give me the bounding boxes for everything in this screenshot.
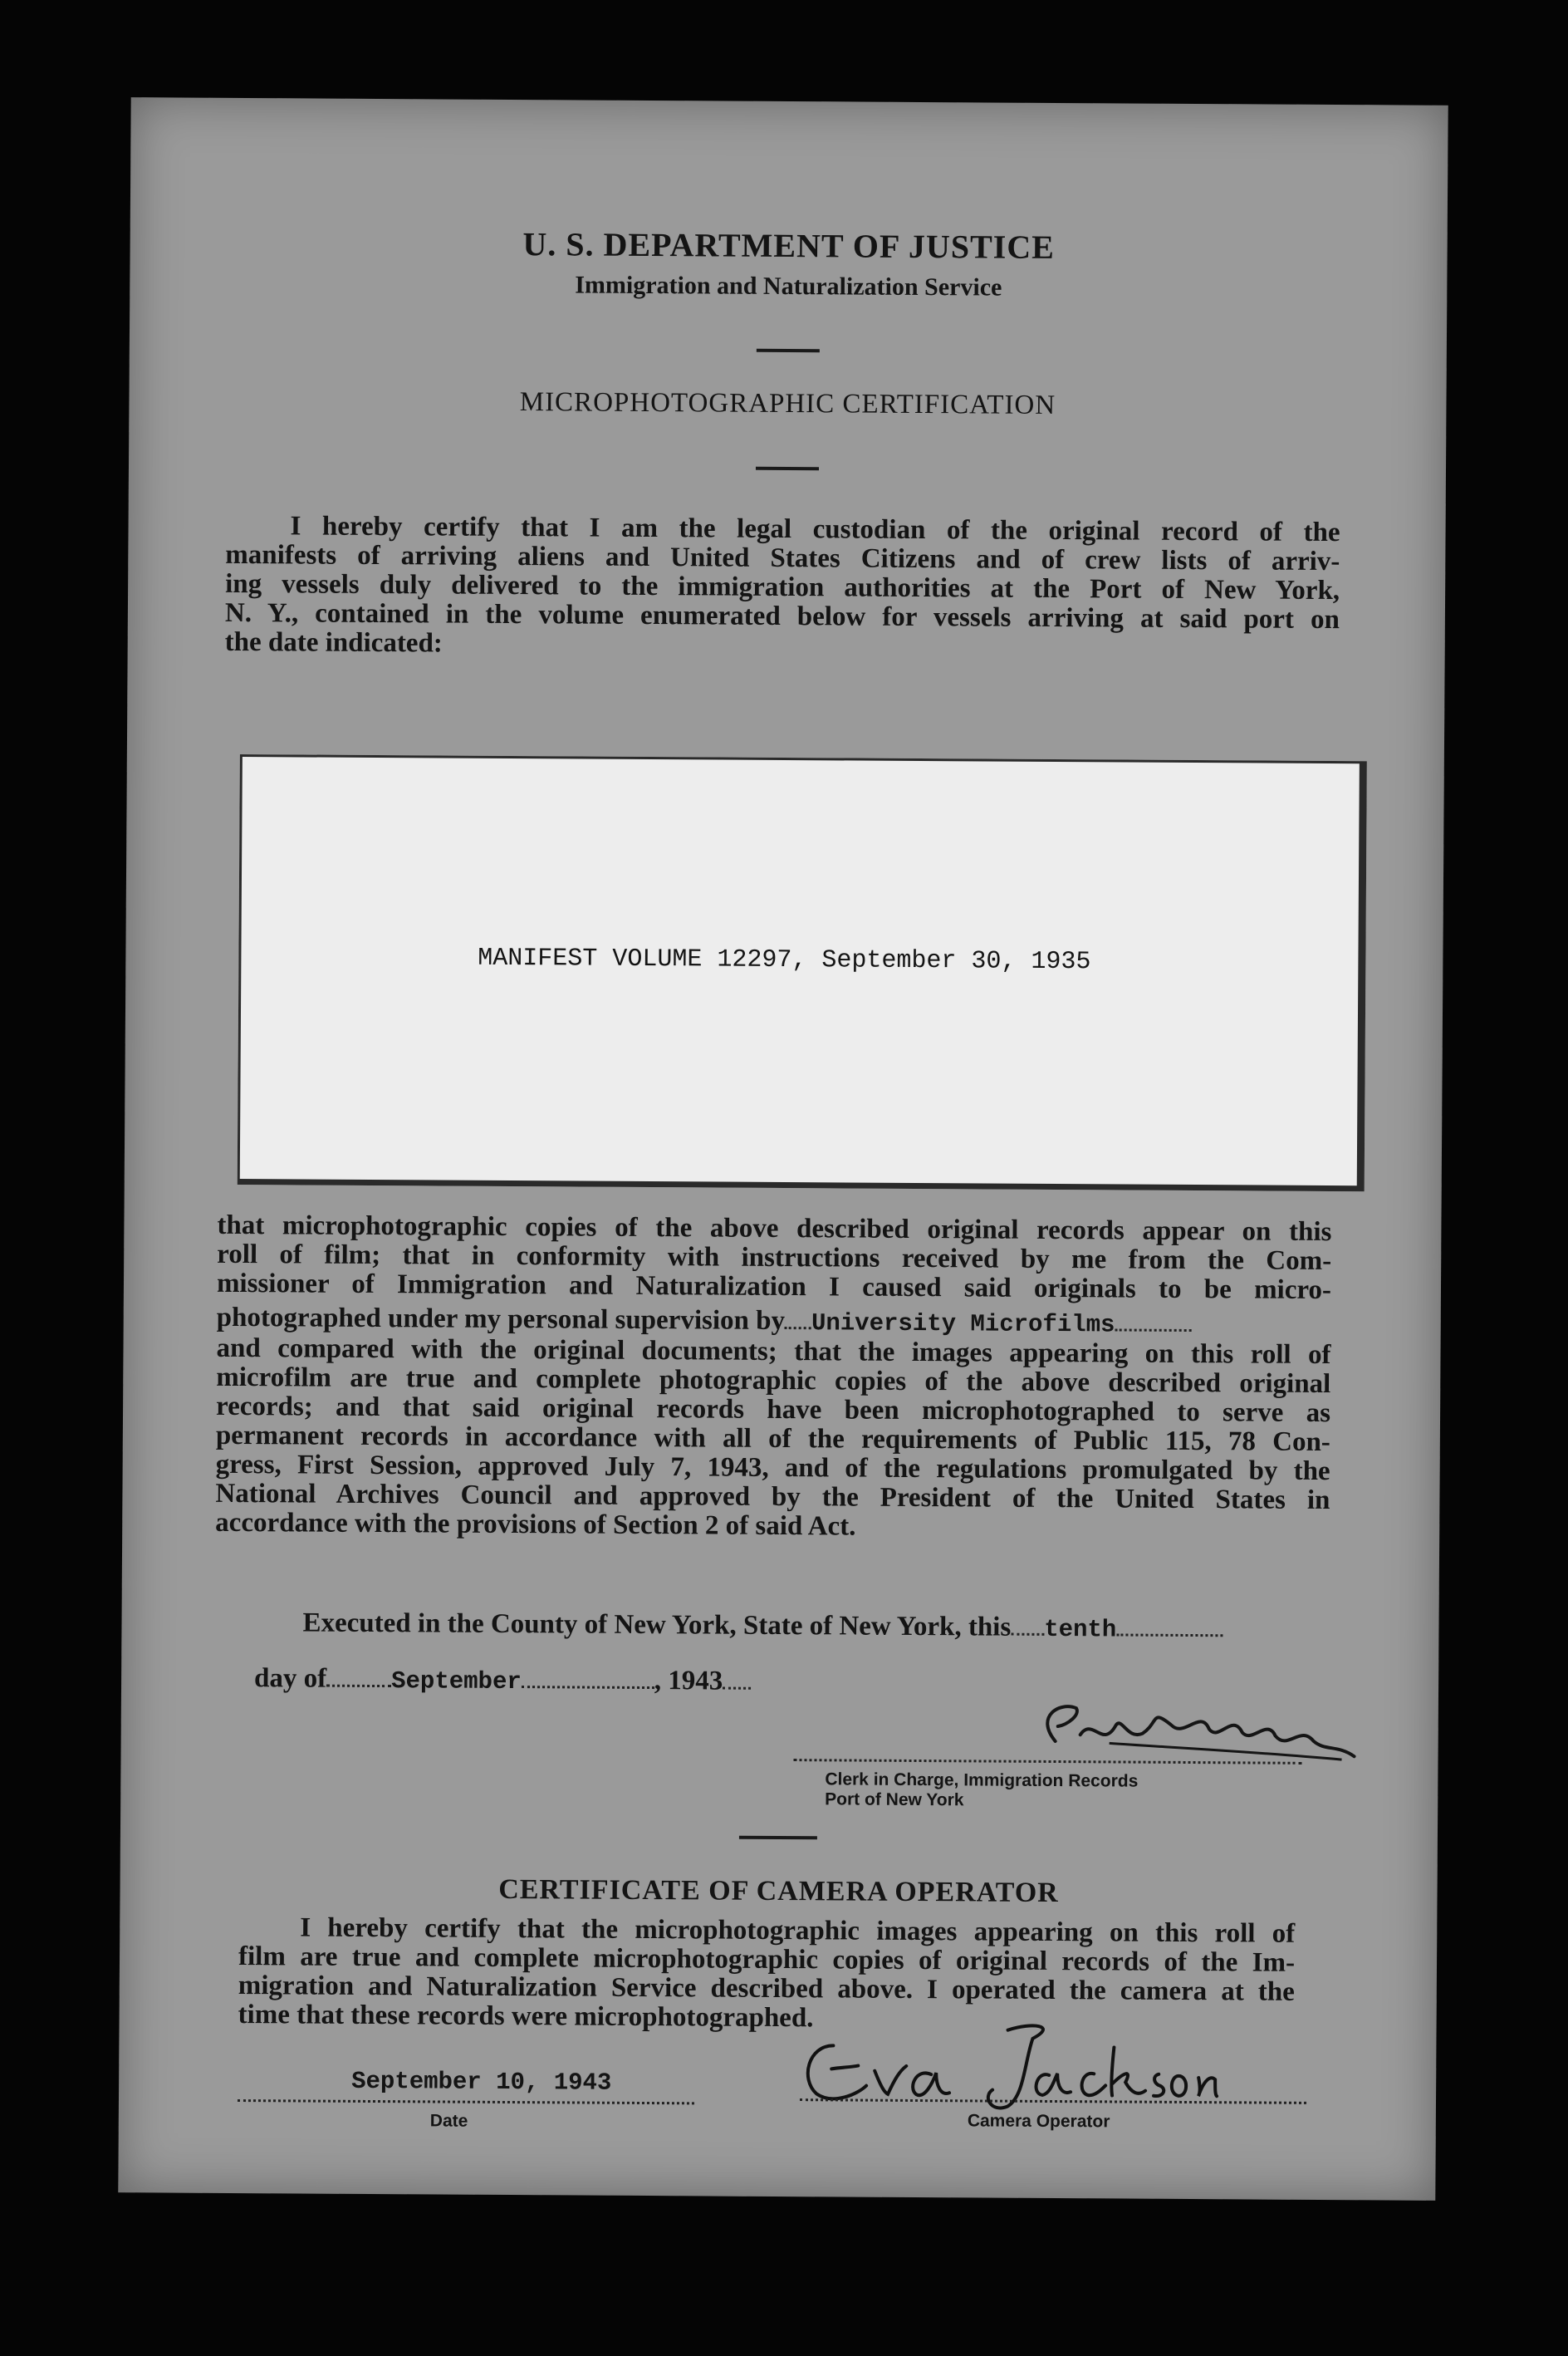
date-line [238,2099,694,2104]
header-divider [757,349,820,352]
department-heading: U. S. DEPARTMENT OF JUSTICE [522,225,1056,266]
certificate-page [118,97,1448,2201]
execution-year: 1943 [668,1666,723,1696]
intro-line: I hereby certify that I am the legal custodian of the original record of the [290,511,1340,548]
body-line: gress, First Session, approved July 7, 1943, and of the regulations promulgated by the [215,1449,1330,1487]
execution-month-value: September [391,1667,522,1696]
body-line: and compared with the original documents; that the images appearing on this roll of [216,1333,1331,1371]
camera-line: time that these records were microphotographed. [238,2000,814,2034]
body-line: National Archives Council and approved by the President of the United States in [215,1478,1330,1516]
body-line: roll of film; that in conformity with instructions received by me from the Com- [217,1239,1332,1277]
camera-date-value: September 10, 1943 [351,2067,612,2097]
executed-text: Executed in the County of New York, State of New York, this [302,1607,1012,1642]
body-line: records; and that said original records have been microphotographed to serve as [215,1391,1331,1429]
execution-day-value: tenth [1044,1615,1117,1644]
title-divider [756,467,819,470]
intro-line: N. Y., contained in the volume enumerated below for vessels arriving at said port on [224,597,1340,636]
body-line: accordance with the provisions of Section 2 of said Act. [215,1507,856,1542]
clerk-signature-image [909,1691,1359,1768]
operator-label: Camera Operator [967,2111,1110,2132]
camera-line: I hereby certify that the microphotographic images appearing on this roll of [300,1912,1296,1949]
camera-divider [739,1836,817,1840]
dotted-leader [785,1327,811,1329]
execution-date-line: day of September , 1943 [254,1664,968,1699]
dotted-leader [1011,1633,1044,1636]
clerk-title: Clerk in Charge, Immigration Records [825,1769,1139,1791]
service-subheading: Immigration and Naturalization Service [575,271,1002,302]
intro-line: ing vessels duly delivered to the immigration authorities at the Port of New York, [225,568,1340,606]
intro-paragraph [225,512,1340,664]
dotted-leader [723,1687,751,1690]
microfilm-company-value: University Microfilms [811,1309,1115,1339]
clerk-port: Port of New York [825,1789,964,1810]
body-line: permanent records in accordance with all of the requirements of Public 115, 78 Con- [215,1420,1330,1458]
body-line: missioner of Immigration and Naturalization I caused said originals to be micro- [216,1268,1332,1306]
dotted-leader [1116,1633,1223,1637]
day-of-label: day of [253,1663,327,1694]
intro-line: manifests of arriving aliens and United States Citizens and of crew lists of arriv- [225,539,1340,577]
dotted-leader [326,1685,391,1687]
certification-body [215,1211,1331,1544]
dotted-leader [522,1686,654,1689]
dotted-leader [1115,1328,1191,1332]
camera-line: migration and Naturalization Service described above. I operated the camera at the [238,1971,1295,2007]
intro-line: the date indicated: [224,626,443,659]
body-line: that microphotographic copies of the above described original records appear on this [217,1210,1332,1248]
fill-prefix: photographed under my personal supervision by [216,1302,786,1337]
camera-line: film are true and complete microphotographic copies of original records of the Im- [238,1941,1296,1978]
date-label: Date [429,2111,468,2131]
manifest-volume-label: MANIFEST VOLUME 12297, September 30, 1935 [478,944,1091,977]
certification-title: MICROPHOTOGRAPHIC CERTIFICATION [519,387,1056,420]
camera-certificate-title: CERTIFICATE OF CAMERA OPERATOR [498,1873,1059,1909]
body-line: microfilm are true and complete photographic copies of the above described original [216,1362,1331,1400]
execution-line [302,1608,1340,1646]
